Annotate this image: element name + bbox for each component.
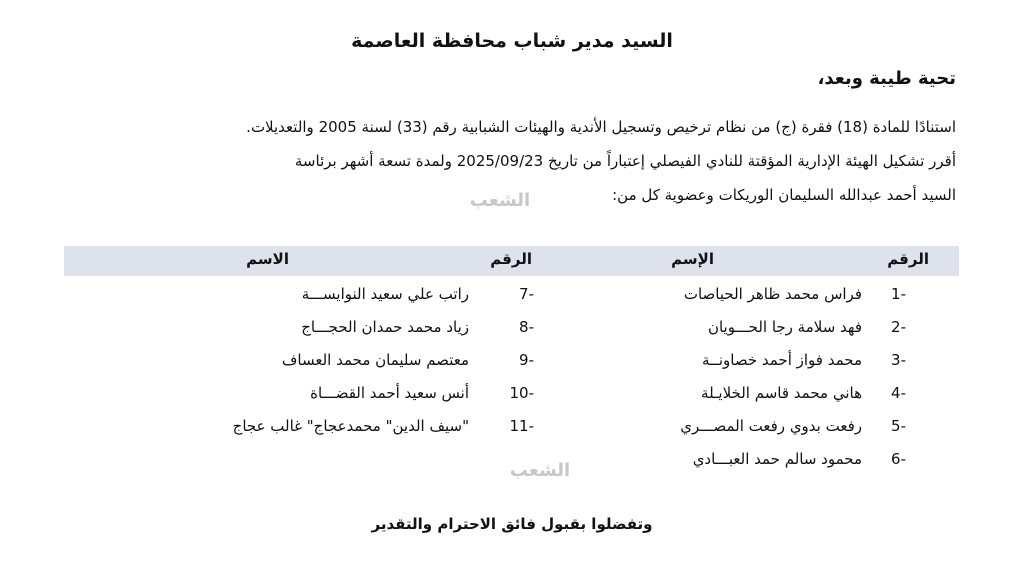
member-number: -8 bbox=[519, 318, 534, 336]
greeting: تحية طيبة وبعد، bbox=[817, 68, 956, 89]
member-number: -1 bbox=[891, 285, 906, 303]
watermark-logo bbox=[455, 186, 545, 212]
member-name: أنس سعيد أحمد القضـــاة bbox=[310, 384, 469, 402]
svg-text:الشعب: الشعب bbox=[469, 190, 531, 211]
member-number: -11 bbox=[509, 417, 534, 435]
member-name: فراس محمد ظاهر الحياصات bbox=[683, 285, 862, 303]
member-name: زياد محمد حمدان الحجـــاج bbox=[301, 318, 469, 336]
document-title: السيد مدير شباب محافظة العاصمة bbox=[351, 30, 673, 52]
header-name-left: الاسم bbox=[246, 250, 289, 268]
member-number: -7 bbox=[519, 285, 534, 303]
watermark-logo bbox=[495, 456, 585, 482]
member-name: "سيف الدين" محمدعجاج" غالب عجاج bbox=[232, 417, 469, 435]
member-name: فهد سلامة رجا الحـــويان bbox=[707, 318, 862, 336]
member-name: معتصم سليمان محمد العساف bbox=[281, 351, 469, 369]
header-number-left: الرقم bbox=[490, 250, 532, 268]
member-name: محمود سالم حمد العبـــادي bbox=[692, 450, 862, 468]
member-name: راتب علي سعيد النوايســـة bbox=[301, 285, 469, 303]
header-name-right: الإسم bbox=[671, 250, 714, 268]
member-number: -5 bbox=[891, 417, 906, 435]
paragraph-decision: أقرر تشكيل الهيئة الإدارية المؤقتة للنادي الفيصلي إعتباراً من تاريخ 2025/09/23 ولمدة تسعة أشهر برئاسة bbox=[294, 152, 956, 170]
member-name: رفعت بدوي رفعت المصـــري bbox=[680, 417, 862, 435]
member-number: -6 bbox=[891, 450, 906, 468]
header-number-right: الرقم bbox=[887, 250, 929, 268]
member-number: -2 bbox=[891, 318, 906, 336]
member-name: محمد فواز أحمد خصاونــة bbox=[702, 351, 862, 369]
member-number: -4 bbox=[891, 384, 906, 402]
svg-text:الشعب: الشعب bbox=[509, 460, 571, 481]
paragraph-legal-basis: استنادًا للمادة (18) فقرة (ج) من نظام ترخيص وتسجيل الأندية والهيئات الشبابية رقم (33) لسنة 2005 والتعديلات. bbox=[246, 118, 956, 136]
member-number: -9 bbox=[519, 351, 534, 369]
paragraph-chairman: السيد أحمد عبدالله السليمان الوريكات وعضوية كل من: bbox=[612, 186, 956, 204]
member-number: -3 bbox=[891, 351, 906, 369]
member-number: -10 bbox=[509, 384, 534, 402]
closing-salutation: وتفضلوا بقبول فائق الاحترام والتقدير bbox=[371, 515, 653, 533]
member-name: هاني محمد قاسم الخلايـلة bbox=[701, 384, 862, 402]
